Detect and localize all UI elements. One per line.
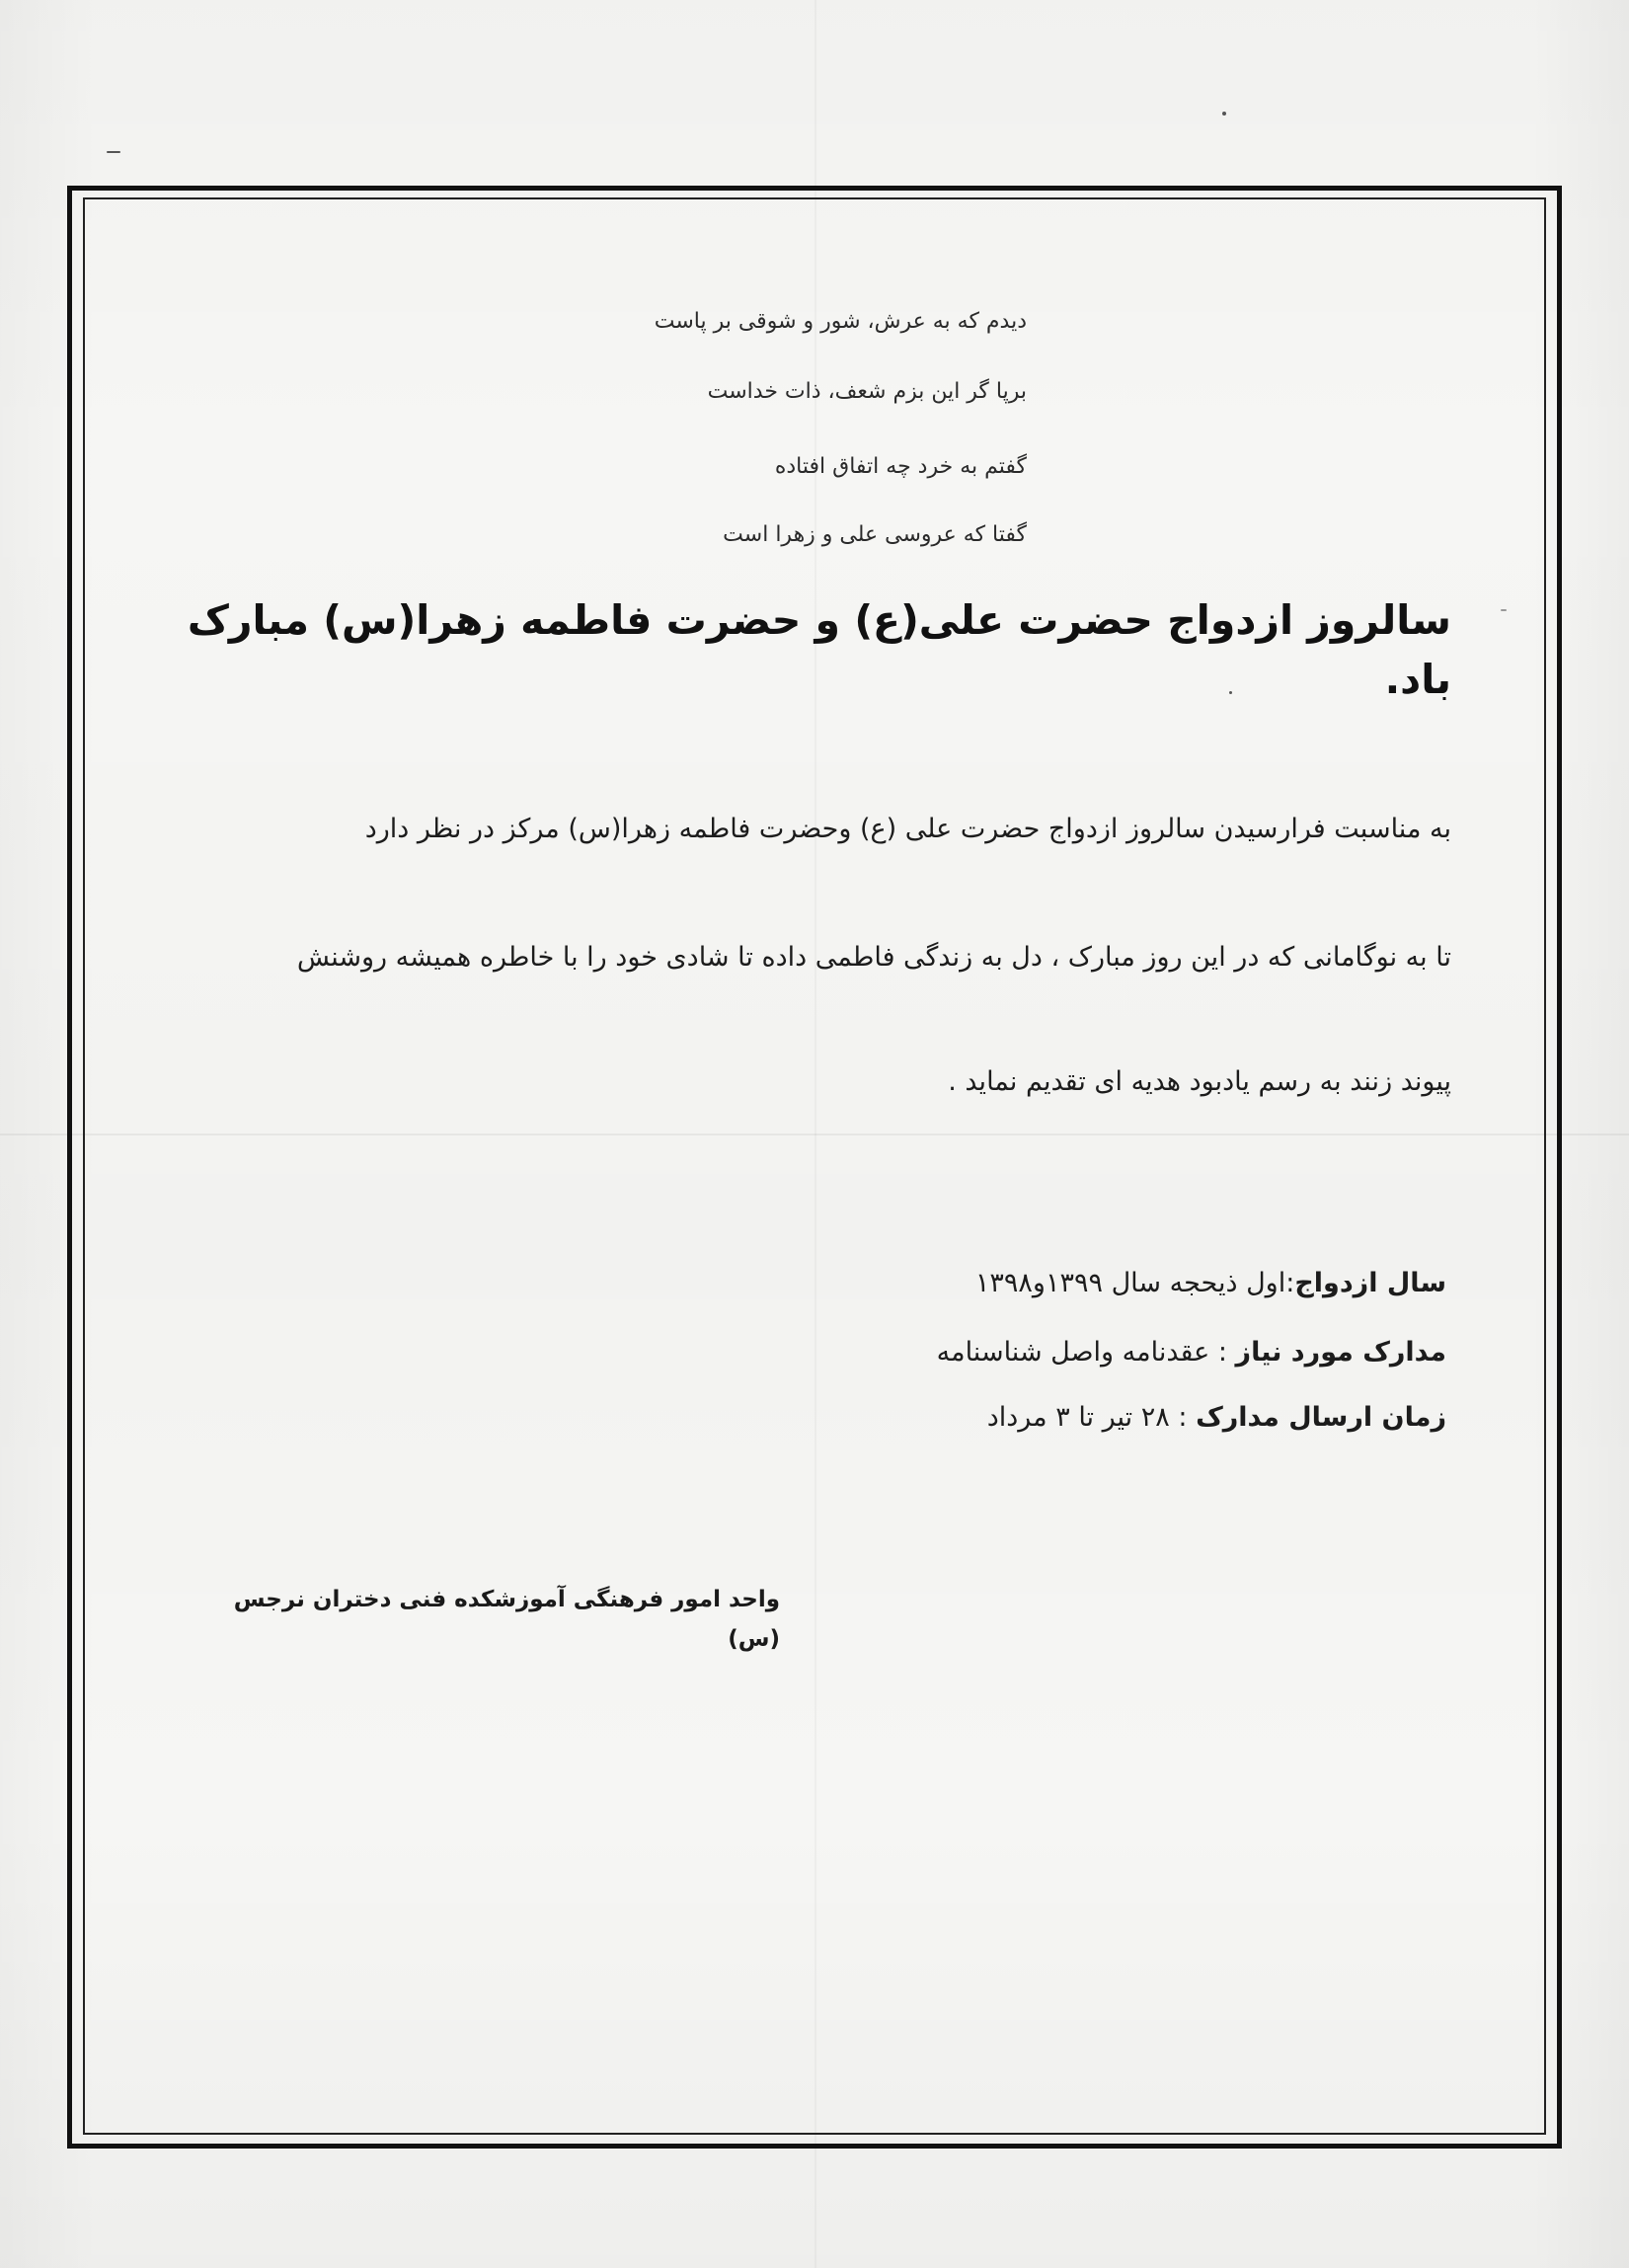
required-documents-label: مدارک مورد نیاز xyxy=(1235,1337,1446,1368)
marriage-year-label: سال ازدواج xyxy=(1294,1268,1446,1298)
body-line-2: تا به نوگامانی که در این روز مبارک ، دل به زندگی فاطمی داده تا شادی خود را با خاطره همیشه روشنش xyxy=(296,942,1451,973)
poem-line-3: گفتم به خرد چه اتفاق افتاده xyxy=(774,454,1027,479)
announcement-title: سالروز ازدواج حضرت علی(ع) و حضرت فاطمه زهرا(س) مبارک باد. xyxy=(187,596,1451,703)
required-documents-row xyxy=(691,1333,1446,1372)
submission-time-value: : ۲۸ تیر تا ۳ مرداد xyxy=(986,1402,1197,1433)
scan-mark xyxy=(1501,609,1507,611)
scan-mark xyxy=(107,151,120,153)
scan-speck xyxy=(1222,112,1226,116)
required-documents-value: : عقدنامه واصل شناسنامه xyxy=(936,1337,1236,1368)
body-line-3: پیوند زنند به رسم یادبود هدیه ای تقدیم نماید . xyxy=(948,1066,1451,1097)
marriage-year-value: :اول ذیحجه سال ۱۳۹۹و۱۳۹۸ xyxy=(974,1268,1295,1298)
poem-line-1: دیدم که به عرش، شور و شوقی بر پاست xyxy=(654,309,1027,334)
poem-line-4: گفتا که عروسی علی و زهرا است xyxy=(723,522,1027,547)
submission-time-label: زمان ارسال مدارک xyxy=(1196,1402,1446,1433)
submission-time-row xyxy=(691,1398,1446,1438)
body-line-1: به مناسبت فرارسیدن سالروز ازدواج حضرت علی (ع) وحضرت فاطمه زهرا(س) مرکز در نظر دارد xyxy=(364,814,1451,844)
poem-line-2: برپا گر این بزم شعف، ذات خداست xyxy=(707,379,1027,404)
issuer-signature: واحد امور فرهنگی آموزشکده فنی دختران نرجس (س) xyxy=(233,1587,780,1652)
scan-speck xyxy=(1229,691,1232,694)
marriage-year-row xyxy=(691,1264,1446,1303)
document-border-inner xyxy=(83,197,1546,2135)
